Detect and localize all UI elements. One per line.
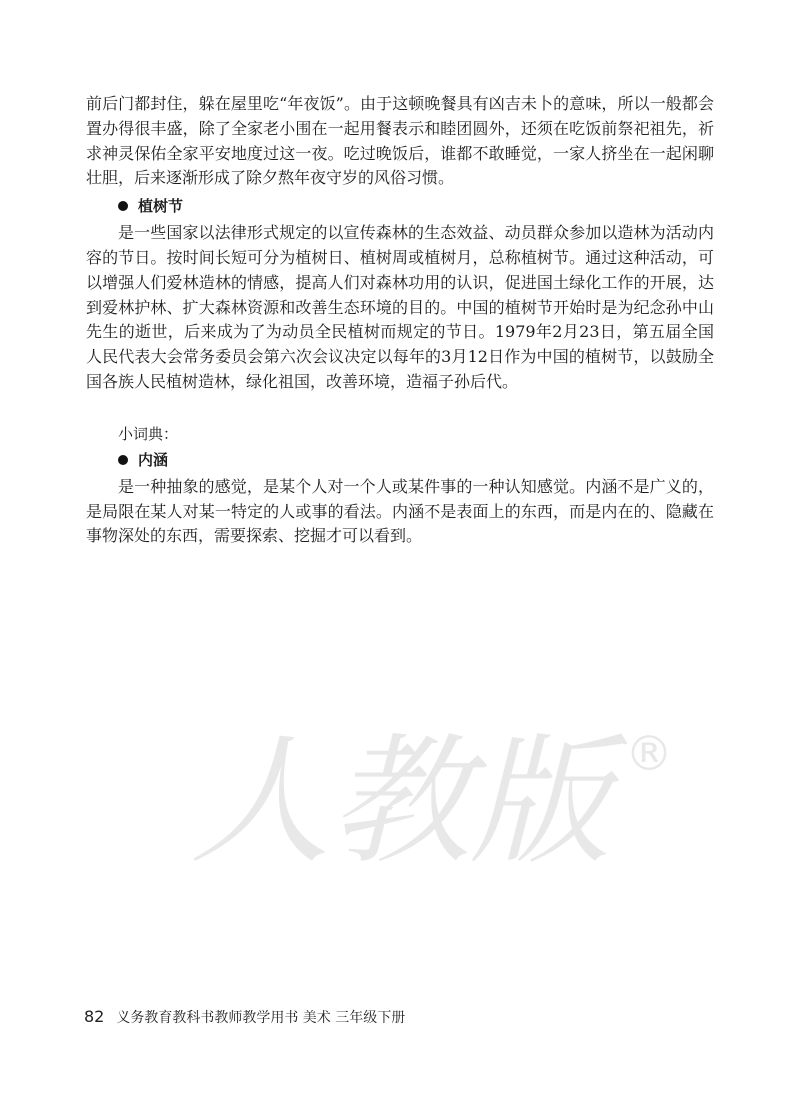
publisher-watermark	[170, 700, 690, 900]
arbor-day-heading	[118, 195, 714, 217]
page-number: 82	[84, 1007, 105, 1026]
watermark-text: 人教版	[190, 721, 611, 884]
book-title: 义务教育教科书教师教学用书 美术 三年级下册	[116, 1010, 406, 1026]
connotation-heading-text: 内涵	[138, 450, 169, 469]
registered-mark-icon: ®	[625, 726, 673, 782]
page-footer	[84, 1007, 405, 1027]
bullet-icon	[118, 201, 128, 211]
dictionary-title: 小词典：	[118, 424, 179, 443]
page-content	[86, 92, 714, 549]
arbor-day-paragraph: 是一些国家以法律形式规定的以宣传森林的生态效益、动员群众参加以造林为活动内容的节日。按时间长短可分为植树日、植树周或植树月，总称植树节。通过这种活动，可以增强人们爱林造林的情感，提高人们对森林功用的认识，促进国土绿化工作的开展，达到爱林护林、扩大森林资源和改善生态环境的目的。中国的植树节开始时是为纪念孙中山先生的逝世，后来成为了为动员全民植树而规定的节日。1979年2月23日，第五届全国人民代表大会常务委员会第六次会议决定以每年的3月12日作为中国的植树节，以鼓励全国各族人民植树造林，绿化祖国，改善环境，造福子孙后代。	[86, 223, 714, 391]
connotation-heading	[118, 449, 714, 471]
intro-paragraph: 前后门都封住，躲在屋里吃“年夜饭”。由于这顿晚餐具有凶吉未卜的意味，所以一般都会置办得很丰盛，除了全家老小围在一起用餐表示和睦团圆外，还须在吃饭前祭祀祖先，祈求神灵保佑全家平安地度过这一夜。吃过晚饭后，谁都不敢睡觉，一家人挤坐在一起闲聊壮胆，后来逐渐形成了除夕熬年夜守岁的风俗习惯。	[86, 94, 714, 188]
arbor-day-heading-text: 植树节	[138, 197, 184, 216]
connotation-paragraph: 是一种抽象的感觉，是某个人对一个人或某件事的一种认知感觉。内涵不是广义的，是局限在某人对某一特定的人或事的看法。内涵不是表面上的东西，而是内在的、隐藏在事物深处的东西，需要探索、挖掘才可以看到。	[86, 476, 714, 546]
bullet-icon	[118, 455, 128, 465]
